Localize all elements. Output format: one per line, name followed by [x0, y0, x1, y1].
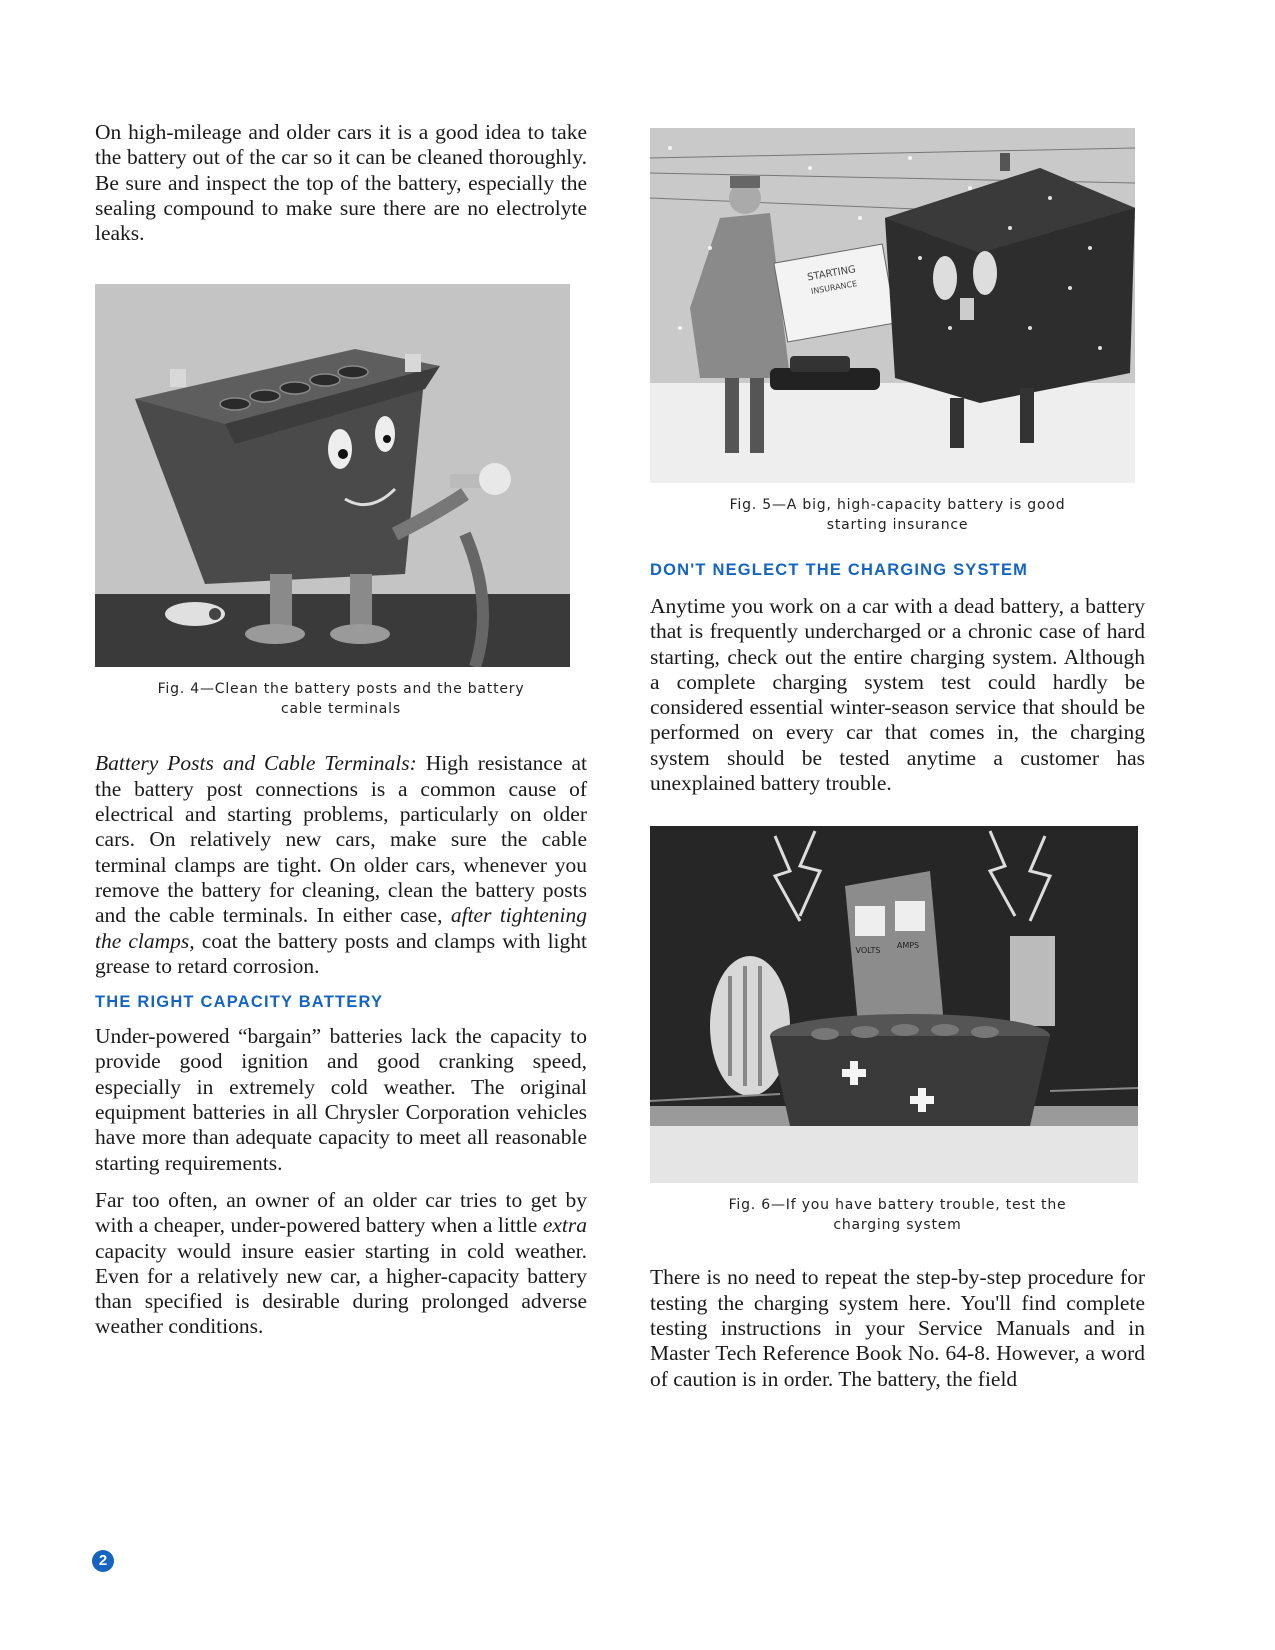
- left-column: [95, 120, 587, 1340]
- figure-6-meter-right-label: AMPS: [896, 941, 920, 951]
- figure-5-caption-line-1: Fig. 5—A big, high-capacity battery is good: [729, 497, 1066, 513]
- figure-4-caption: [95, 679, 587, 719]
- figure-6-meter-left-label: VOLTS: [855, 946, 881, 956]
- page-number-badge: 2: [92, 1550, 114, 1572]
- capacity-paragraph-1: Under-powered “bargain” batteries lack the capacity to provide good ignition and good cranking speed, especially in extremely cold weather. The original equipment batteries in all Chrysler Corporation vehicles have more than adequate capacity to meet all reasonable starting requirements.: [95, 1024, 587, 1175]
- figure-6-caption: [650, 1195, 1145, 1235]
- figure-5-caption-line-2: starting insurance: [826, 517, 969, 533]
- figure-6-illustration: [650, 826, 1138, 1183]
- figure-5-caption: [650, 495, 1145, 535]
- figure-5-sign-line-2: INSURANCE: [810, 279, 858, 297]
- charging-paragraph-1: Anytime you work on a car with a dead battery, a battery that is frequently undercharged or a chronic case of hard starting, check out the entire charging system. Although a complete charging system test could hardly be considered essential winter-season service that should be performed on every car that comes in, the charging system should be tested anytime a customer has unexplained battery trouble.: [650, 594, 1145, 796]
- figure-5-sign-line-1: STARTING: [806, 264, 857, 284]
- right-column: [650, 128, 1145, 1392]
- figure-4-caption-line-1: Fig. 4—Clean the battery posts and the battery: [157, 681, 525, 698]
- posts-emphasis: after tightening the clamps,: [95, 903, 588, 953]
- capacity-text-a: Far too often, an owner of an older car tries to get by with a cheaper, under-powered battery when a little: [95, 1187, 587, 1238]
- posts-text-b: coat the battery posts and clamps with light grease to retard corrosion.: [95, 928, 587, 978]
- intro-paragraph: On high-mileage and older cars it is a good idea to take the battery out of the car so it can be cleaned thoroughly. Be sure and inspect the top of the battery, especially the sealing compound to make sure there are no electrolyte leaks.: [95, 120, 587, 246]
- figure-6-caption-line-2: charging system: [833, 1217, 962, 1234]
- posts-text-a: High resistance at the battery post connections is a common cause of electrical and starting problems, particularly on older cars. On relatively new cars, make sure the cable terminal clamps are tight. On older cars, whenever you remove the battery for cleaning, clean the battery posts and the cable terminals. In either case,: [95, 751, 588, 928]
- heading-charging-system: DON'T NEGLECT THE CHARGING SYSTEM: [650, 561, 1029, 579]
- figure-4-illustration: [95, 284, 570, 667]
- figure-5-illustration: [650, 128, 1135, 483]
- figure-6-caption-line-1: Fig. 6—If you have battery trouble, test the: [728, 1197, 1067, 1214]
- charging-paragraph-2: There is no need to repeat the step-by-step procedure for testing the charging system here. You'll find complete testing instructions in your Service Manuals and in Master Tech Reference Book No. 64-8. However, a word of caution is in order. The battery, the field: [650, 1265, 1145, 1391]
- figure-4-caption-line-2: cable terminals: [281, 701, 401, 718]
- heading-right-capacity-battery: THE RIGHT CAPACITY BATTERY: [95, 993, 384, 1012]
- capacity-text-b: capacity would insure easier starting in cold weather. Even for a relatively new car, a higher-capacity battery than specified is desirable during prolonged adverse weather conditions.: [95, 1238, 587, 1339]
- posts-run-in-heading: Battery Posts and Cable Terminals:: [95, 751, 417, 776]
- capacity-paragraph-2: [95, 1188, 587, 1340]
- capacity-emphasis: extra: [542, 1213, 587, 1238]
- posts-paragraph: [95, 751, 587, 979]
